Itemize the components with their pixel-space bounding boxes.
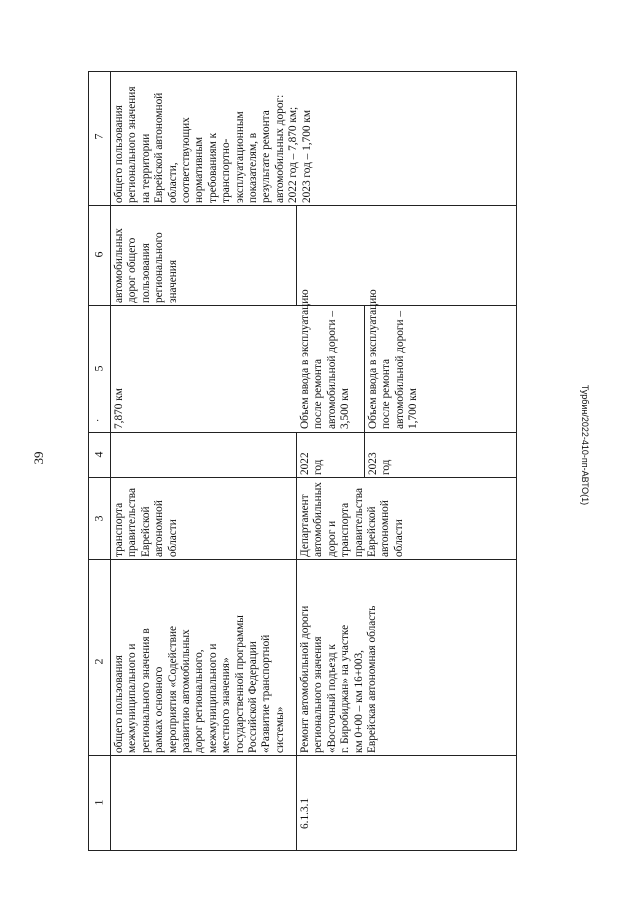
table-border-bottom [88, 850, 517, 851]
header-col-3: 3 [91, 515, 106, 522]
header-col-6: 6 [91, 251, 106, 258]
header-col-2: 2 [91, 658, 106, 665]
cont-text-5: 7,870 км [113, 388, 125, 429]
document-id-text: Турбин/2022-410-пп-АВТО(1) [580, 384, 590, 506]
col-sep-1-2 [88, 755, 517, 756]
col-sep-4-5 [88, 432, 517, 433]
row-6131-value-2023-text: Объем ввода в эксплуатацию после ремонта автомобильной дороги – 1,700 км [367, 289, 420, 429]
row-6131-executor-text: Департамент автомобильных дорог и транспорта правительства Еврейской автономной области [299, 482, 405, 557]
header-divider [110, 71, 111, 851]
row-6131-description-text: Ремонт автомобильной дороги регионального значения «Восточный подъезд к г. Биробиджан» на участке км 0+00 – км 16+003, Еврейская автономная область [299, 605, 379, 753]
table-border-top [88, 71, 517, 72]
row-sep-2023 [364, 305, 365, 477]
row-6131-year-2023-text: 2023 год [367, 452, 393, 475]
col-sep-6-7 [88, 205, 517, 206]
header-col-4: 4 [91, 451, 106, 458]
header-col-5: 5 [91, 365, 106, 372]
table-border-right [516, 71, 517, 851]
row-sep-6131 [296, 432, 297, 851]
row-6131-value-2022-text: Объем ввода в эксплуатацию после ремонта автомобильной дороги – 3,500 км [299, 289, 352, 429]
header-col-7: 7 [91, 133, 106, 140]
cont-text-6: автомобильных дорог общего пользования регионального значения [113, 228, 179, 303]
page-mark: · [96, 416, 100, 427]
page-number: 39 [31, 451, 46, 465]
col-sep-2-3 [88, 559, 517, 560]
header-col-1: 1 [91, 799, 106, 806]
table-border-left [88, 71, 89, 851]
cont-text-7: общего пользования регионального значения на территории Еврейской автономной области, соответствующих нормативным требованиям к транспортно- эксплуатационным показателям, в результате ремонта автомобильных дорог: 2022 год – 7,870 км; 2023 год – 1,700 км [113, 86, 313, 203]
row-6131-year-2022-text: 2022 год [299, 452, 325, 475]
cont-text-3: транспорта правительства Еврейской автономной области [113, 488, 179, 557]
rotated-table [88, 71, 517, 851]
row-sep-6131-c6 [296, 205, 297, 305]
cont-text-2: общего пользования межмуниципального и регионального значения в рамках основного мероприятия «Содействие развитию автомобильных дорог регионального, межмуниципального и местного значения» государственной программы Российской Федерации «Развитие транспортной системы» [113, 615, 286, 753]
col-sep-3-4 [88, 477, 517, 478]
row-6131-number-text: 6.1.3.1 [299, 797, 311, 829]
